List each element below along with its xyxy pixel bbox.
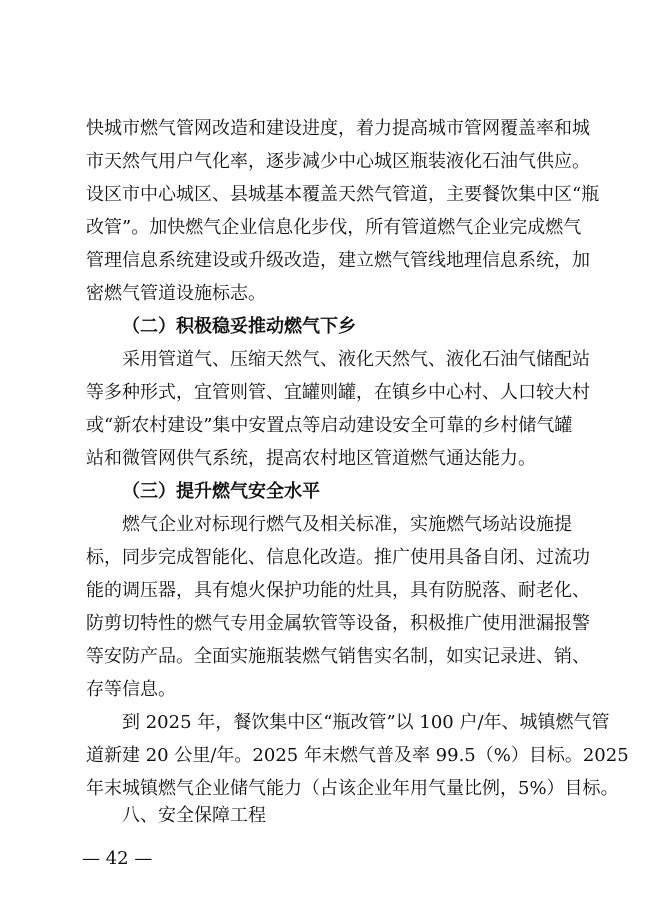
body-text-line: 标，同步完成智能化、信息化改造。推广使用具备自闭、过流功 bbox=[86, 547, 590, 568]
body-text-line: 防剪切特性的燃气专用金属软管等设备，积极推广使用泄漏报警 bbox=[86, 613, 590, 634]
body-text-line: 改管”。加快燃气企业信息化步伐，所有管道燃气企业完成燃气 bbox=[86, 217, 582, 238]
body-text-line: 密燃气管道设施标志。 bbox=[86, 283, 266, 304]
body-text-line: 市天然气用户气化率，逐步减少中心城区瓶装液化石油气供应。 bbox=[86, 151, 590, 172]
body-text-line: 站和微管网供气系统，提高农村地区管道燃气通达能力。 bbox=[86, 448, 536, 469]
body-text-line: 采用管道气、压缩天然气、液化天然气、液化石油气储配站 bbox=[122, 349, 590, 370]
section-heading-3: （三）提升燃气安全水平 bbox=[122, 481, 320, 502]
body-text-line: 快城市燃气管网改造和建设进度，着力提高城市管网覆盖率和城 bbox=[86, 118, 590, 139]
body-text-line: 存等信息。 bbox=[86, 679, 176, 700]
body-text-line: 到 2025 年，餐饮集中区“瓶改管”以 100 户/年、城镇燃气管 bbox=[122, 712, 610, 733]
body-text-line: 道新建 20 公里/年。2025 年末燃气普及率 99.5（%）目标。2025 bbox=[86, 745, 629, 766]
body-text-line: 或“新农村建设”集中安置点等启动建设安全可靠的乡村储气罐 bbox=[86, 415, 573, 436]
chapter-heading: 八、安全保障工程 bbox=[122, 805, 266, 826]
body-text-line: 管理信息系统建设或升级改造，建立燃气管线地理信息系统，加 bbox=[86, 250, 590, 271]
body-text-line: 燃气企业对标现行燃气及相关标准，实施燃气场站设施提 bbox=[122, 514, 572, 535]
body-text-line: 等多种形式，宜管则管、宜罐则罐，在镇乡中心村、人口较大村 bbox=[86, 382, 590, 403]
body-text-line: 能的调压器，具有熄火保护功能的灶具，具有防脱落、耐老化、 bbox=[86, 580, 590, 601]
body-text-line: 等安防产品。全面实施瓶装燃气销售实名制，如实记录进、销、 bbox=[86, 646, 590, 667]
body-text-line: 年末城镇燃气企业储气能力（占该企业年用气量比例，5%）目标。 bbox=[86, 778, 619, 799]
body-text-line: 设区市中心城区、县城基本覆盖天然气管道，主要餐饮集中区“瓶 bbox=[86, 184, 600, 205]
page-number: — 42 — bbox=[82, 848, 153, 869]
section-heading-2: （二）积极稳妥推动燃气下乡 bbox=[122, 316, 356, 337]
